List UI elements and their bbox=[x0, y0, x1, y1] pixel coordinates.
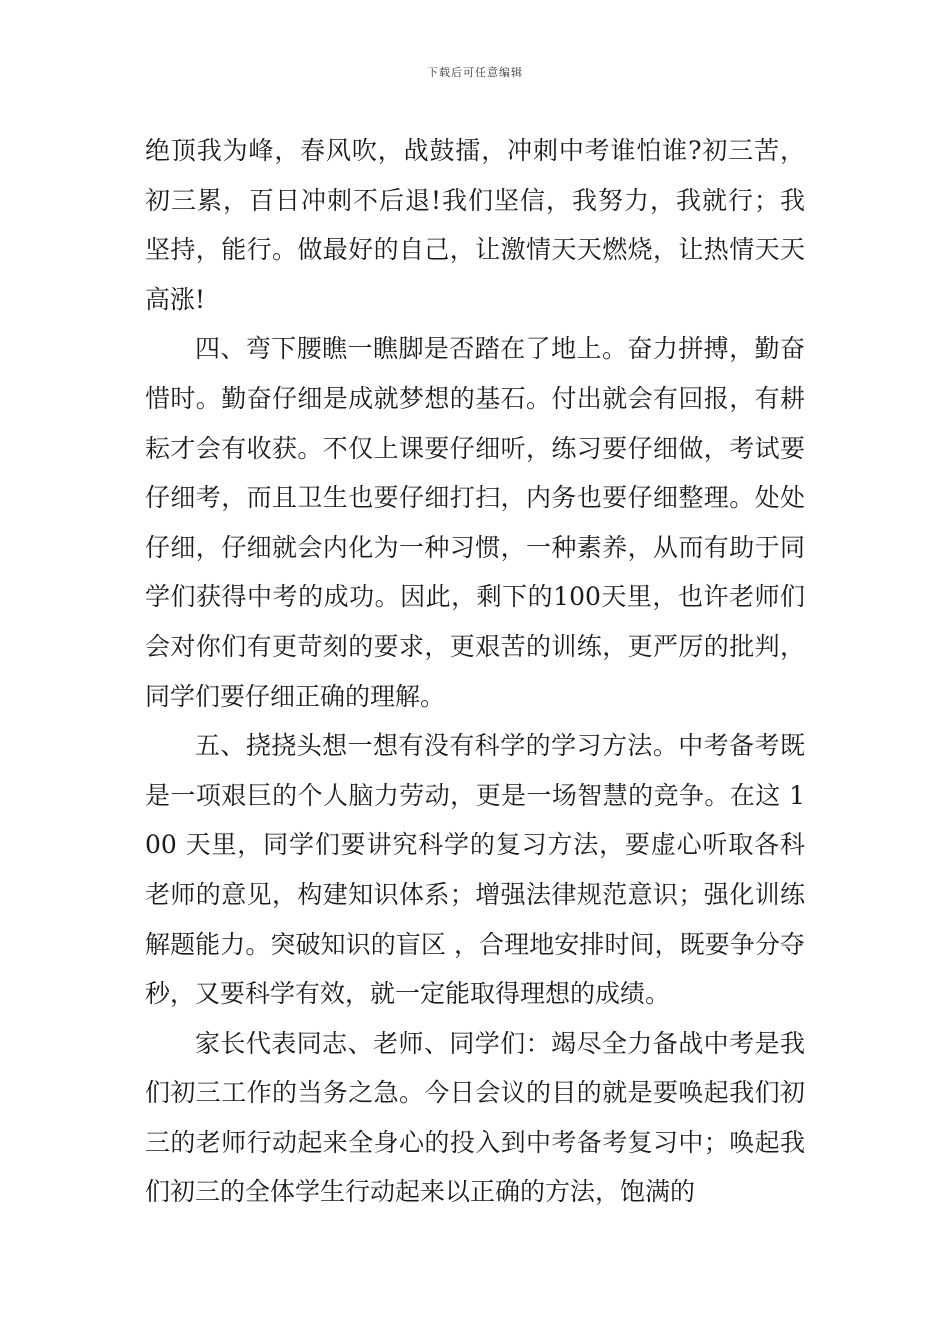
page-header: 下载后可任意编辑 bbox=[427, 66, 523, 79]
paragraph-4: 家长代表同志、老师、同学们：竭尽全力备战中考是我们初三工作的当务之急。今日会议的目的就是要唤起我们初三的老师行动起来全身心的投入到中考备考复习中；唤起我们初三的全体学生行动起来以正确的方法，饱满的 bbox=[145, 1028, 805, 1207]
paragraph-1: 绝顶我为峰，春风吹，战鼓擂，冲刺中考谁怕谁?初三苦，初三累，百日冲刺不后退!我们坚信，我努力，我就行；我坚持，能行。做最好的自己，让激情天天燃烧，让热情天天高涨! bbox=[145, 136, 805, 314]
paragraph-2: 四、弯下腰瞧一瞧脚是否踏在了地上。奋力拼搏，勤奋惜时。勤奋仔细是成就梦想的基石。付出就会有回报，有耕耘才会有收获。不仅上课要仔细听，练习要仔细做，考试要仔细考，而且卫生也要仔细打扫，内务也要仔细整理。处处仔细，仔细就会内化为一种习惯，一种素养，从而有助于同学们获得中考的成功。因此，剩下的100天里，也许老师们会对你们有更苛刻的要求，更艰苦的训练，更严厉的批判，同学们要仔细正确的理解。 bbox=[145, 334, 805, 711]
document-body bbox=[145, 126, 805, 1217]
paragraph-3: 五、挠挠头想一想有没有科学的学习方法。中考备考既是一项艰巨的个人脑力劳动，更是一场智慧的竞争。在这 100 天里，同学们要讲究科学的复习方法，要虚心听取各科老师的意见，构建知识体系；增强法律规范意识；强化训练解题能力。突破知识的盲区 ，合理地安排时间，既要争分夺秒，又要科学有效，就一定能取得理想的成绩。 bbox=[145, 731, 805, 1009]
